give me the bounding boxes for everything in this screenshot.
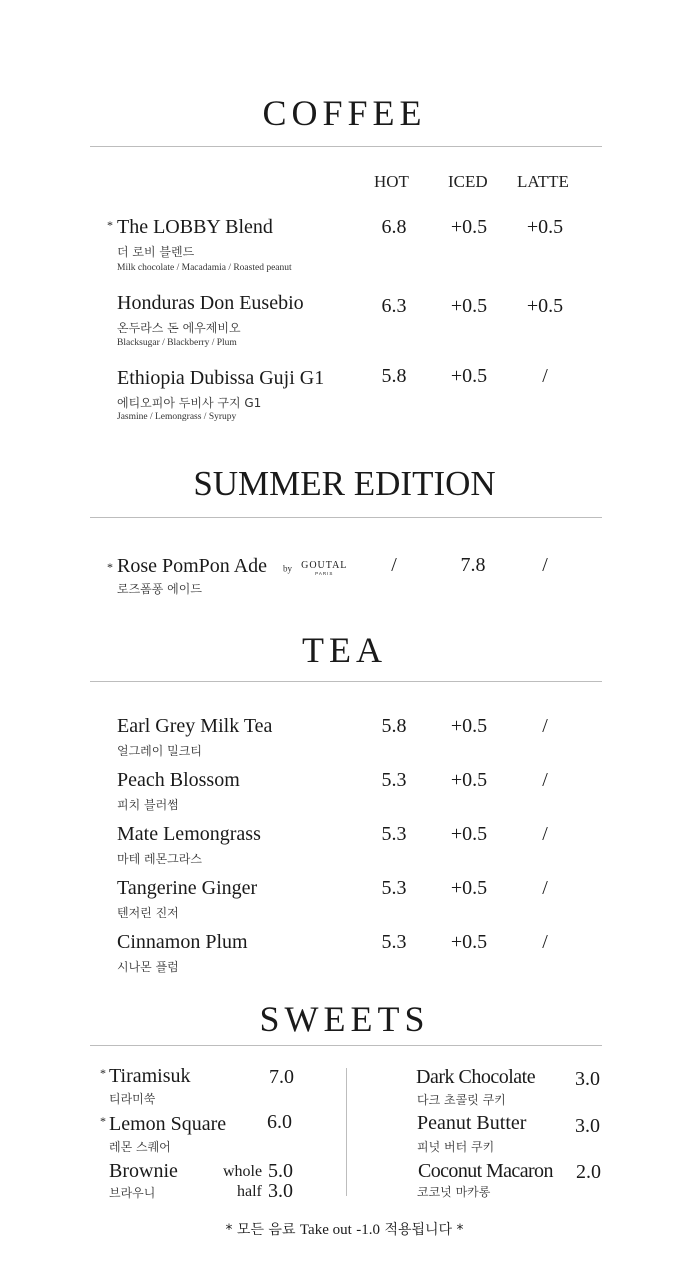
by-label: by [283,563,292,574]
item-price: 2.0 [576,1161,601,1183]
item-tasting-notes: Milk chocolate / Macadamia / Roasted peanut [117,263,292,273]
signature-marker: * [107,560,113,574]
sweets-divider [90,1045,602,1046]
price-iced: +0.5 [450,931,488,953]
goutal-logo [301,560,347,577]
item-name-korean: 텐저린 진저 [117,906,179,920]
item-tasting-notes: Blacksugar / Blackberry / Plum [117,338,237,348]
price-half: 3.0 [268,1180,293,1202]
price-hot: 6.3 [381,295,407,317]
item-name: Peach Blossom [117,769,240,791]
item-name-korean: 로즈폼퐁 에이드 [117,582,202,596]
item-name: Coconut Macaron [418,1160,553,1182]
item-price: 7.0 [269,1066,294,1088]
price-iced: +0.5 [450,877,488,899]
signature-marker: * [100,1066,106,1080]
item-name: Tiramisuk [109,1065,191,1087]
item-name-korean: 코코넛 마카롱 [417,1185,491,1199]
price-hot: 5.3 [381,931,407,953]
item-name-korean: 티라미쑥 [109,1092,156,1106]
price-latte: +0.5 [526,295,564,317]
takeout-discount-note [0,1219,689,1239]
coffee-divider [90,146,602,147]
collaboration-brand [283,558,347,577]
price-hot: 5.3 [381,823,407,845]
price-latte: / [542,877,548,899]
item-name: The LOBBY Blend [117,216,273,238]
price-hot: 6.8 [381,216,407,238]
price-hot: 5.8 [381,365,407,387]
item-name-korean: 더 로비 블렌드 [117,245,195,259]
price-iced: +0.5 [450,365,488,387]
summer-divider [90,517,602,518]
item-name: Rose PomPon Ade [117,555,268,577]
signature-marker: * [107,218,113,232]
sweets-column-divider [346,1068,347,1196]
footer-text-korean: 모든 음료 [236,1222,296,1238]
column-header-iced: ICED [448,172,488,191]
item-price: 3.0 [575,1068,600,1090]
footer-star-right: * [456,1222,464,1238]
goutal-logo-subtext: PARIS [315,571,334,576]
item-name: Brownie [109,1160,178,1182]
item-name-korean: 브라우니 [109,1186,156,1200]
price-iced: +0.5 [450,823,488,845]
price-hot: 5.3 [381,877,407,899]
price-latte: / [542,715,548,737]
item-name: Ethiopia Dubissa Guji G1 [117,367,325,389]
price-latte: / [542,365,548,387]
column-header-latte: LATTE [517,172,569,191]
sweets-section-title: SWEETS [259,999,430,1039]
price-iced: +0.5 [450,715,488,737]
item-name: Mate Lemongrass [117,823,261,845]
price-latte: / [542,823,548,845]
item-name: Cinnamon Plum [117,931,248,953]
size-label-half: half [237,1183,262,1200]
item-name: Dark Chocolate [416,1066,536,1088]
price-iced: +0.5 [450,295,488,317]
item-name-korean: 얼그레이 밀크티 [117,744,202,758]
item-name: Tangerine Ginger [117,877,258,899]
footer-discount-amount: -1.0 [356,1222,380,1238]
summer-section-title: SUMMER EDITION [193,464,496,503]
price-hot: / [391,554,397,576]
item-name-korean: 시나몬 플럼 [117,960,179,974]
item-name-korean: 피치 블러썸 [117,798,179,812]
item-price: 6.0 [267,1111,292,1133]
footer-text-takeout: Take out [299,1222,352,1238]
signature-marker: * [100,1114,106,1128]
item-name-korean: 다크 초콜릿 쿠키 [417,1093,506,1107]
column-header-hot: HOT [374,172,409,191]
item-name: Honduras Don Eusebio [117,292,304,314]
coffee-section-title: COFFEE [262,93,427,133]
footer-text-korean-applied: 적용됩니다 [384,1222,453,1238]
price-iced: 7.8 [460,554,486,576]
price-latte: +0.5 [526,216,564,238]
goutal-logo-text: GOUTAL [301,560,348,571]
price-latte: / [542,554,548,576]
item-name: Lemon Square [109,1113,227,1135]
item-name: Earl Grey Milk Tea [117,715,273,737]
item-name-korean: 마테 레몬그라스 [117,852,202,866]
size-label-whole: whole [223,1163,263,1180]
tea-section-title: TEA [302,630,387,670]
item-price: 3.0 [575,1115,600,1137]
price-hot: 5.8 [381,715,407,737]
item-name-korean: 에티오피아 두비사 구지 G1 [117,396,262,410]
item-name-korean: 레몬 스퀘어 [109,1140,171,1154]
tea-divider [90,681,602,682]
price-iced: +0.5 [450,769,488,791]
item-name-korean: 피넛 버터 쿠키 [417,1140,495,1154]
item-name-korean: 온두라스 돈 에우제비오 [117,321,241,335]
price-iced: +0.5 [450,216,488,238]
footer-star-left: * [225,1222,233,1238]
item-name: Peanut Butter [417,1112,527,1134]
price-whole: 5.0 [268,1160,293,1182]
price-latte: / [542,931,548,953]
price-latte: / [542,769,548,791]
item-tasting-notes: Jasmine / Lemongrass / Syrupy [117,412,237,422]
price-hot: 5.3 [381,769,407,791]
